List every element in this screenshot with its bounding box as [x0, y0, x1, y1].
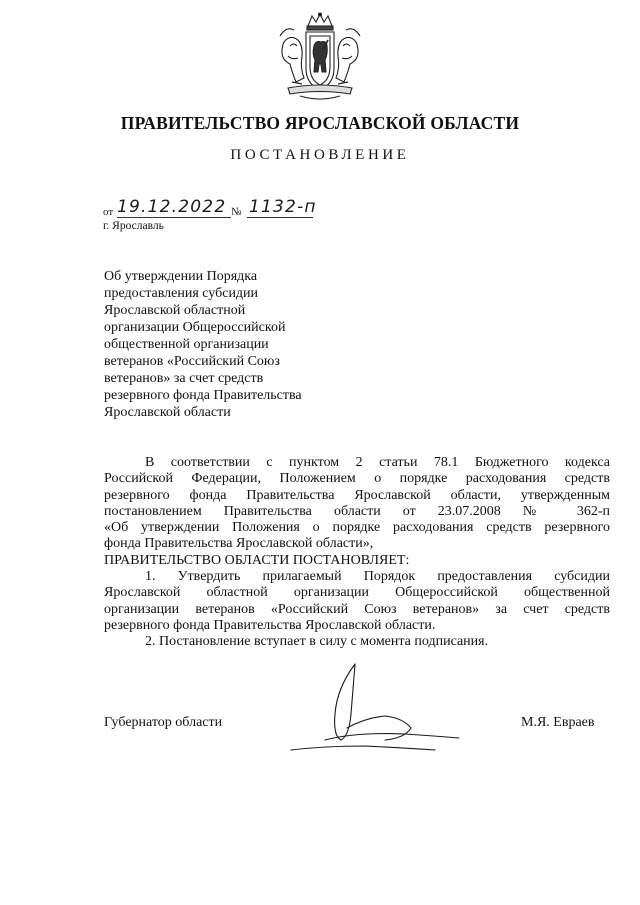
document-type: ПОСТАНОВЛЕНИЕ	[230, 147, 410, 163]
preamble-line: постановлением Правительства области от 23.07.2008 № 362-п	[104, 503, 610, 519]
preamble-line: В соответствии с пунктом 2 статьи 78.1 Бюджетного кодекса	[145, 455, 610, 470]
subject-line: Об утверждении Порядка	[104, 269, 258, 284]
resolution-heading: ПРАВИТЕЛЬСТВО ОБЛАСТИ ПОСТАНОВЛЯЕТ:	[104, 552, 410, 568]
signatory-name: М.Я. Евраев	[521, 715, 595, 730]
number-underline	[247, 217, 313, 218]
handwritten-signature	[285, 658, 475, 758]
coat-of-arms-emblem	[270, 12, 370, 104]
item-1-line: организации ветеранов «Российский Союз ветеранов» за счет средств	[104, 601, 610, 617]
handwritten-number: 1132-п	[249, 197, 317, 217]
city-label: г. Ярославль	[103, 220, 164, 232]
number-prefix: №	[231, 206, 242, 218]
date-prefix: от	[103, 206, 114, 218]
date-underline	[117, 217, 231, 218]
subject-line: резервного фонда Правительства	[104, 388, 302, 403]
subject-line: организации Общероссийской	[104, 320, 286, 335]
subject-line: ветеранов» за счет средств	[104, 371, 264, 386]
item-2-line: 2. Постановление вступает в силу с момента подписания.	[145, 634, 489, 650]
subject-line: Ярославской области	[104, 405, 231, 420]
item-1-line: резервного фонда Правительства Ярославской области.	[104, 617, 436, 633]
signatory-title: Губернатор области	[104, 715, 223, 730]
document-subject	[104, 268, 344, 421]
document-body	[104, 455, 610, 651]
preamble-line: фонда Правительства Ярославской области»,	[104, 536, 374, 552]
subject-line: Ярославской областной	[104, 303, 246, 318]
subject-line: общественной организации	[104, 337, 269, 352]
preamble-line: Российской Федерации, Положением о порядке расходования средств	[104, 471, 610, 487]
handwritten-date: 19.12.2022	[117, 197, 227, 217]
preamble-line: резервного фонда Правительства Ярославской области, утвержденным	[104, 487, 610, 503]
government-title: ПРАВИТЕЛЬСТВО ЯРОСЛАВСКОЙ ОБЛАСТИ	[120, 113, 520, 133]
subject-line: предоставления субсидии	[104, 286, 259, 301]
subject-line: ветеранов «Российский Союз	[104, 354, 280, 369]
preamble-line: «Об утверждении Положения о порядке расходования средств резервного	[104, 520, 610, 536]
item-1-line: 1. Утвердить прилагаемый Порядок предоставления субсидии	[145, 569, 610, 585]
item-1-line: Ярославской областной организации Общероссийской общественной	[104, 585, 610, 601]
